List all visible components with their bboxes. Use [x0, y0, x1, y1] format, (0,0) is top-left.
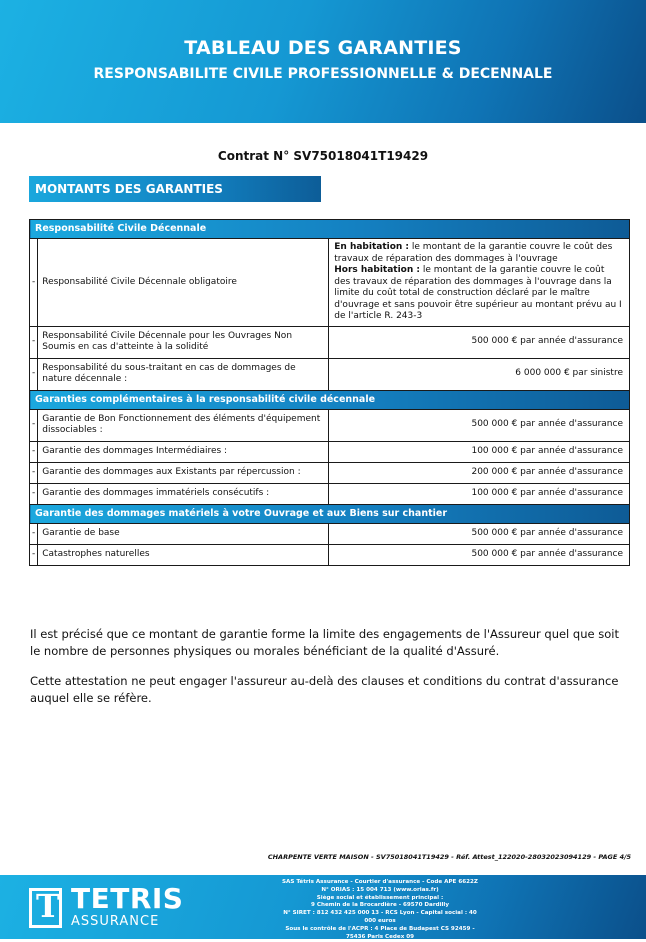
section-title: MONTANTS DES GARANTIES: [29, 176, 321, 202]
table-row: [30, 462, 630, 483]
row-label: Responsabilité Civile Décennale pour les Ouvrages Non Soumis en cas d'atteinte à la solidité: [38, 326, 329, 358]
logo-mark-icon: [29, 888, 62, 928]
category-label: Garantie des dommages matériels à votre Ouvrage et aux Biens sur chantier: [30, 504, 630, 523]
row-dash: -: [30, 544, 38, 565]
guarantees-table: [29, 219, 630, 566]
row-dash: -: [30, 239, 38, 327]
row-dash: -: [30, 462, 38, 483]
table-row: [30, 239, 630, 327]
company-info-line: Sous le contrôle de l'ACPR : 4 Place de Budapest CS 92459 - 75436 Paris Cedex 09: [285, 925, 475, 940]
row-value: 200 000 € par année d'assurance: [329, 462, 630, 483]
value-text-1: le montant de la garantie couvre le coût des travaux de réparation des dommages à l'ouvrage: [334, 242, 613, 264]
table-row: [30, 441, 630, 462]
category-row: [30, 220, 630, 239]
category-row: [30, 504, 630, 523]
row-label: Garantie des dommages aux Existants par répercussion :: [38, 462, 329, 483]
row-value: 500 000 € par année d'assurance: [329, 523, 630, 544]
row-dash: -: [30, 483, 38, 504]
logo-subtitle: ASSURANCE: [71, 914, 160, 929]
row-dash: -: [30, 409, 38, 441]
company-info: [280, 879, 480, 942]
scope-note: Cette attestation ne peut engager l'assureur au-delà des clauses et conditions du contrat d'assurance auquel elle se réfère.: [30, 674, 619, 706]
row-value: 100 000 € par année d'assurance: [329, 441, 630, 462]
row-value: 500 000 € par année d'assurance: [329, 326, 630, 358]
value-bold-2: Hors habitation :: [334, 265, 420, 276]
table-row: [30, 358, 630, 390]
company-info-line: N° ORIAS : 15 004 713 (www.orias.fr): [321, 886, 439, 893]
row-label: Responsabilité Civile Décennale obligatoire: [38, 239, 329, 327]
category-label: Responsabilité Civile Décennale: [30, 220, 630, 239]
row-dash: -: [30, 523, 38, 544]
table-row: [30, 483, 630, 504]
table-row: [30, 326, 630, 358]
row-label: Catastrophes naturelles: [38, 544, 329, 565]
row-value: 500 000 € par année d'assurance: [329, 409, 630, 441]
table-row: [30, 409, 630, 441]
row-label: Garantie de Bon Fonctionnement des éléments d'équipement dissociables :: [38, 409, 329, 441]
row-label: Responsabilité du sous-traitant en cas de dommages de nature décennale :: [38, 358, 329, 390]
row-value: 100 000 € par année d'assurance: [329, 483, 630, 504]
tetris-logo: [29, 882, 199, 931]
value-text-2: le montant de la garantie couvre le coût des travaux de réparation des dommages à l'ouvrage dans la limite du coût total de construction déclaré par le maître d'ouvrage et sans pouvoir être supérieur au montant prévu au I de l'article R. 243-3: [334, 265, 622, 322]
contract-number: Contrat N° SV75018041T19429: [217, 149, 429, 163]
row-dash: -: [30, 441, 38, 462]
category-row: [30, 390, 630, 409]
row-label: Garantie des dommages immatériels consécutifs :: [38, 483, 329, 504]
page-header: [0, 0, 646, 123]
logo-mark-letter: T: [36, 887, 60, 925]
company-info-line: Siège social et établissement principal :: [316, 894, 444, 901]
row-label: Garantie des dommages Intermédiaires :: [38, 441, 329, 462]
limit-note: Il est précisé que ce montant de garantie forme la limite des engagements de l'Assureur quel que soit le nombre de personnes physiques ou morales bénéficiant de la qualité d'Assuré.: [30, 627, 619, 659]
page-title: TABLEAU DES GARANTIES: [184, 37, 462, 59]
logo-name: TETRIS: [71, 882, 184, 915]
row-dash: -: [30, 358, 38, 390]
row-label: Garantie de base: [38, 523, 329, 544]
row-value: [329, 239, 630, 327]
company-info-line: N° SIRET : 812 432 425 000 13 - RCS Lyon - Capital social : 40 000 euros: [283, 910, 477, 925]
page-footer: [0, 875, 646, 939]
row-dash: -: [30, 326, 38, 358]
page-subtitle: RESPONSABILITE CIVILE PROFESSIONNELLE & DECENNALE: [93, 66, 553, 82]
company-info-line: SAS Tétris Assurance - Courtier d'assurance - Code APE 6622Z: [282, 879, 478, 885]
row-value: 500 000 € par année d'assurance: [329, 544, 630, 565]
document-reference: CHARPENTE VERTE MAISON - SV75018041T19429 - Réf. Attest_122020-28032023094129 - PAGE 4/5: [267, 853, 631, 861]
table-row: [30, 523, 630, 544]
row-value: 6 000 000 € par sinistre: [329, 358, 630, 390]
table-row: [30, 544, 630, 565]
value-bold-1: En habitation :: [334, 242, 410, 252]
company-info-line: 9 Chemin de la Brocardière - 69570 Dardilly: [311, 902, 449, 909]
category-label: Garanties complémentaires à la responsabilité civile décennale: [30, 390, 630, 409]
